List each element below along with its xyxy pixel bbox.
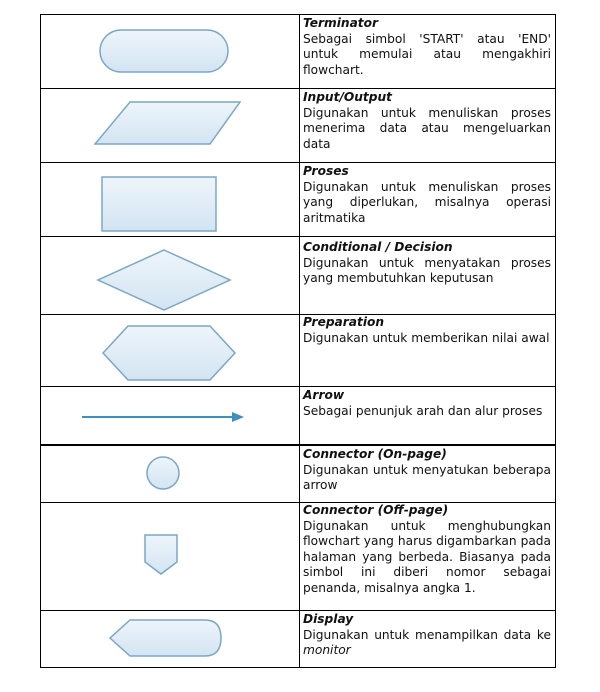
symbol-description: Digunakan untuk menuliskan proses menerima data atau mengeluarkan data xyxy=(303,105,551,151)
row-proses xyxy=(303,164,551,226)
symbol-title: Connector (On-page) xyxy=(303,447,447,461)
display-icon xyxy=(110,620,221,656)
row-arrow xyxy=(303,388,551,419)
circle-connector-icon xyxy=(147,457,179,489)
description-emphasis: monitor xyxy=(303,643,351,658)
parallelogram-icon xyxy=(95,102,240,144)
symbol-description: Digunakan untuk menghubungkan flowchart yang harus digambarkan pada halaman yang berbeda. Biasanya pada simbol ini diberi nomor sebagai penanda, misalnya angka 1. xyxy=(303,518,551,595)
symbol-description: Digunakan untuk menuliskan proses yang diperlukan, misalnya operasi aritmatika xyxy=(303,179,551,225)
row-connector-off-page xyxy=(303,503,551,597)
symbol-title: Proses xyxy=(303,164,349,178)
symbol-description: Sebagai simbol 'START' atau 'END' untuk memulai atau mengakhiri flowchart. xyxy=(303,31,551,77)
symbol-title: Connector (Off-page) xyxy=(303,503,449,517)
off-page-connector-icon xyxy=(145,535,177,574)
row-display xyxy=(303,612,551,659)
symbol-description xyxy=(303,628,551,659)
hexagon-icon xyxy=(103,326,235,380)
symbol-description: Digunakan untuk menyatukan beberapa arrow xyxy=(303,462,551,493)
diamond-icon xyxy=(98,250,230,310)
symbol-description: Sebagai penunjuk arah dan alur proses xyxy=(303,403,543,418)
symbol-title: Arrow xyxy=(303,388,345,402)
description-text: Digunakan untuk menampilkan data ke xyxy=(303,627,551,642)
row-preparation xyxy=(303,315,551,346)
symbol-title: Display xyxy=(303,612,354,626)
terminator-icon xyxy=(100,30,228,72)
row-input-output xyxy=(303,90,551,152)
row-decision xyxy=(303,240,551,287)
symbol-title: Terminator xyxy=(303,16,379,30)
rectangle-icon xyxy=(102,177,216,231)
column-divider xyxy=(299,14,300,668)
row-connector-on-page xyxy=(303,447,551,494)
arrowhead-icon xyxy=(232,412,244,422)
symbol-description: Digunakan untuk memberikan nilai awal xyxy=(303,330,550,345)
symbol-shapes xyxy=(40,14,299,668)
symbol-title: Input/Output xyxy=(303,90,392,104)
row-terminator xyxy=(303,16,551,78)
symbol-title: Conditional / Decision xyxy=(303,240,453,254)
symbol-title: Preparation xyxy=(303,315,385,329)
symbol-description: Digunakan untuk menyatakan proses yang membutuhkan keputusan xyxy=(303,255,551,286)
table-border-right xyxy=(555,14,556,668)
flowchart-symbols-table xyxy=(40,14,556,668)
